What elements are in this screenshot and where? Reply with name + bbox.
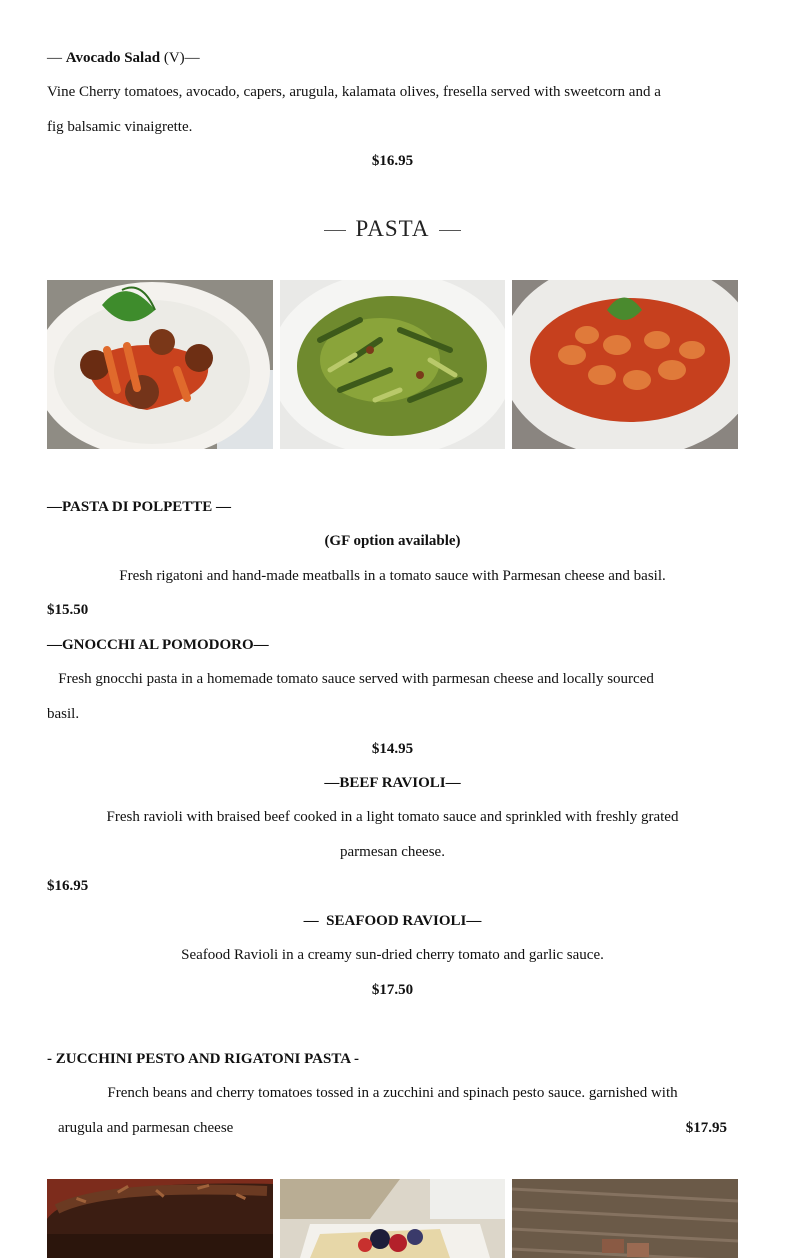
dessert-board-photo: [512, 1179, 738, 1258]
chocolate-cake-photo: [47, 1179, 273, 1258]
heading-dash-right: [439, 230, 461, 231]
section-heading-pasta: [0, 216, 785, 242]
beef-ravioli-price: $16.95: [47, 878, 89, 894]
pasta-di-polpette-description: Fresh rigatoni and hand-made meatballs in a tomato sauce with Parmesan cheese and basil.: [119, 568, 666, 584]
zucchini-pesto-description-cont: arugula and parmesan cheese: [58, 1120, 234, 1136]
seafood-ravioli-title: — SEAFOOD RAVIOLI—: [303, 913, 482, 929]
gnocchi-al-pomodoro-description-cont: basil.: [47, 706, 80, 722]
gnocchi-photo: [512, 280, 738, 449]
zucchini-pesto-title: - ZUCCHINI PESTO AND RIGATONI PASTA -: [47, 1051, 359, 1067]
zucchini-pesto-price: $17.95: [685, 1120, 727, 1136]
avocado-salad-title: — Avocado Salad (V)—: [47, 50, 200, 66]
pasta-di-polpette-gf-note: (GF option available): [324, 533, 461, 549]
beef-ravioli-title: —BEEF RAVIOLI—: [324, 775, 461, 791]
seafood-ravioli-description: Seafood Ravioli in a creamy sun-dried cherry tomato and garlic sauce.: [181, 947, 604, 963]
pasta-meatballs-photo: [47, 280, 273, 449]
pasta-di-polpette-title: —PASTA DI POLPETTE —: [47, 499, 232, 515]
cheesecake-berries-photo: [280, 1179, 506, 1258]
gnocchi-al-pomodoro-title: —GNOCCHI AL POMODORO—: [47, 637, 269, 653]
zucchini-pesto-description: French beans and cherry tomatoes tossed in a zucchini and spinach pesto sauce. garnished with: [107, 1085, 678, 1101]
section-title-text: PASTA: [355, 216, 430, 241]
pasta-di-polpette-price: $15.50: [47, 602, 89, 618]
gnocchi-al-pomodoro-description: Fresh gnocchi pasta in a homemade tomato sauce served with parmesan cheese and locally sourced: [47, 671, 654, 687]
pesto-pasta-photo: [280, 280, 506, 449]
beef-ravioli-description-cont: parmesan cheese.: [340, 844, 445, 860]
avocado-salad-description-cont: fig balsamic vinaigrette.: [47, 119, 193, 135]
seafood-ravioli-price: $17.50: [371, 982, 414, 998]
beef-ravioli-description: Fresh ravioli with braised beef cooked in a light tomato sauce and sprinkled with freshly grated: [106, 809, 679, 825]
avocado-salad-description: Vine Cherry tomatoes, avocado, capers, arugula, kalamata olives, fresella served with sweetcorn and a: [47, 84, 661, 100]
avocado-salad-price: $16.95: [371, 153, 414, 169]
heading-dash-left: [324, 230, 346, 231]
gnocchi-al-pomodoro-price: $14.95: [371, 741, 414, 757]
